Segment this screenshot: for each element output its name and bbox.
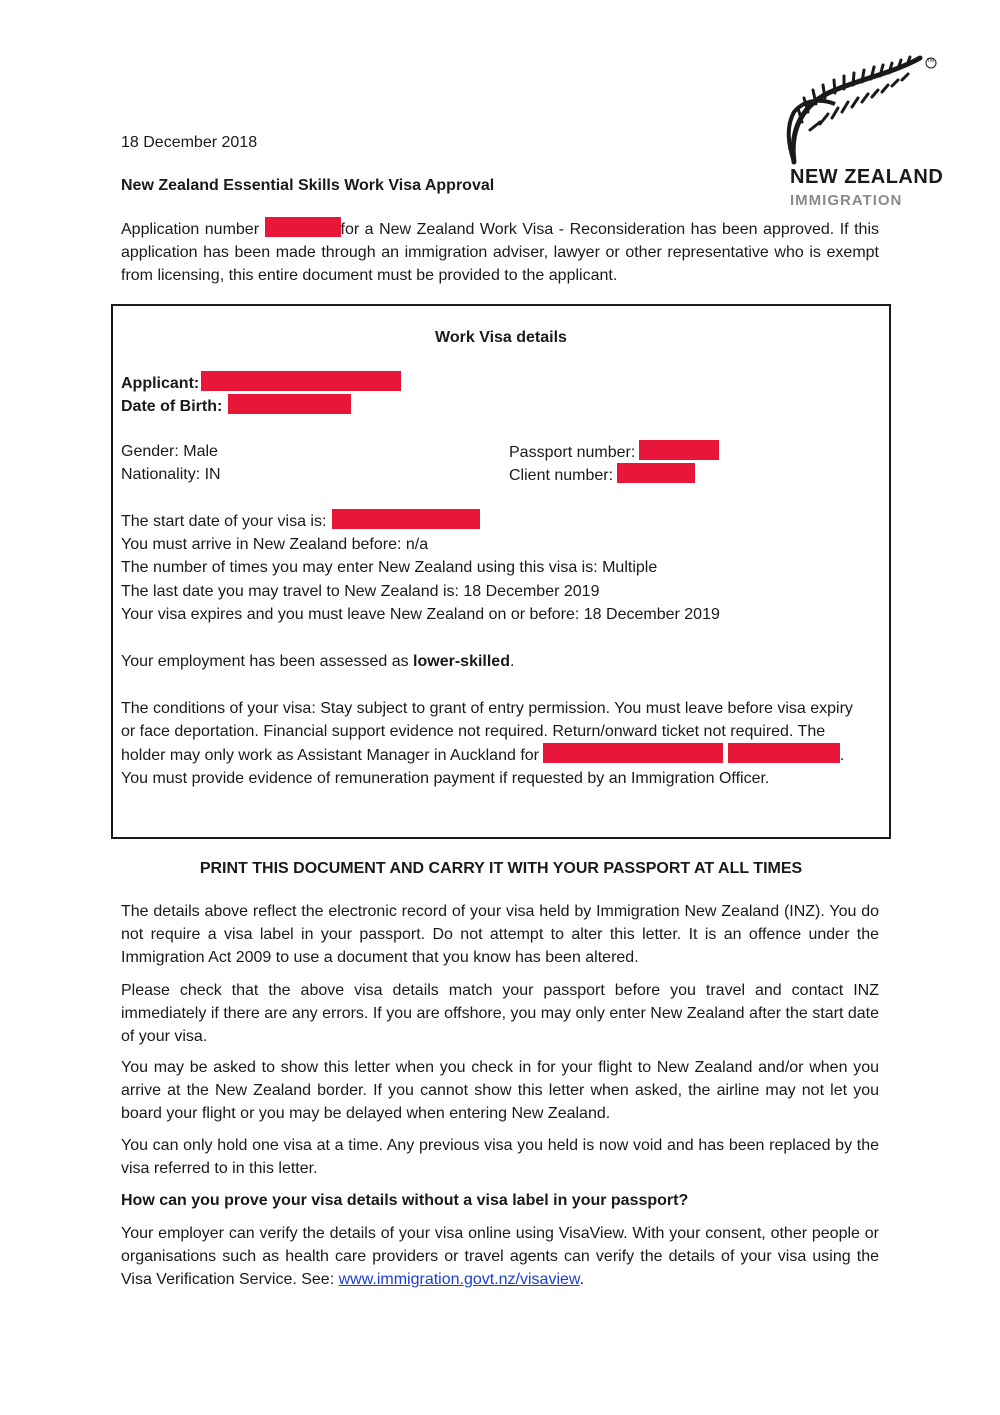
redaction-start-date [332, 509, 480, 529]
question-heading: How can you prove your visa details without a visa label in your passport? [121, 1192, 689, 1209]
start-date-label: The start date of your visa is: [121, 513, 327, 530]
nationality: Nationality: IN [121, 466, 221, 483]
employment-prefix: Your employment has been assessed as [121, 653, 409, 670]
client-label: Client number: [509, 467, 614, 484]
redaction-client [617, 463, 695, 483]
applicant-label: Applicant: [121, 375, 200, 392]
logo-immigration-text: IMMIGRATION [790, 192, 903, 209]
visa-conditions [121, 697, 867, 790]
dob-label: Date of Birth: [121, 398, 223, 415]
employment-assessment [121, 650, 514, 673]
redaction-employer [543, 743, 723, 763]
redaction-dob [228, 394, 351, 414]
paragraph-show-letter: You may be asked to show this letter when you check in for your flight to New Zealand and/or when you arrive at the New Zealand border. If you cannot show this letter when asked, the airline may not let you board your flight or you may be delayed when entering New Zealand. [121, 1059, 879, 1122]
gender: Gender: Male [121, 443, 218, 460]
client-row [509, 463, 695, 487]
redaction-passport [639, 440, 719, 460]
details-heading: Work Visa details [435, 329, 567, 346]
letter-date: 18 December 2018 [121, 134, 258, 151]
conditions-part1: The conditions of your visa: Stay subject to grant of entry permission. You must leave before visa expiry or face deportation. Financial support evidence not required. Return/onward ticket not required. The holder may only work as Assistant Manager in Auckland for [121, 700, 853, 764]
intro-paragraph [121, 217, 879, 287]
logo-new-zealand-text: NEW ZEALAND [790, 166, 944, 188]
passport-label: Passport number: [509, 444, 636, 461]
trademark-mark: TM [927, 58, 935, 64]
redaction-employer-cont [728, 743, 840, 763]
redaction-applicant [201, 371, 401, 391]
intro-suffix: for a New Zealand Work Visa - Reconsideration has been approved. If this application has been made through an immigration adviser, lawyer or other representative who is exempt from licensing, this entire document must be provided to the applicant. [121, 221, 879, 284]
redaction-application-number [265, 217, 341, 237]
letter-title: New Zealand Essential Skills Work Visa Approval [121, 177, 495, 194]
employment-level: lower-skilled [413, 653, 510, 670]
employment-end: . [509, 653, 515, 670]
applicant-row [121, 371, 401, 395]
print-notice: PRINT THIS DOCUMENT AND CARRY IT WITH YOUR PASSPORT AT ALL TIMES [199, 860, 803, 877]
conditions-part2: . You must provide evidence of remuneration payment if requested by an Immigration Officer. [121, 747, 845, 787]
dob-row [121, 394, 351, 418]
visaview-end: . [579, 1271, 585, 1288]
visaview-link[interactable]: www.immigration.govt.nz/visaview [338, 1271, 580, 1288]
visa-expiry: Your visa expires and you must leave New Zealand on or before: 18 December 2019 [121, 606, 720, 623]
paragraph-visaview [121, 1222, 879, 1291]
paragraph-check-details: Please check that the above visa details match your passport before you travel and contact INZ immediately if there are any errors. If you are offshore, you may only enter New Zealand after the start date of your visa. [121, 982, 879, 1045]
visaview-text: Your employer can verify the details of your visa online using VisaView. With your consent, other people or organisations such as health care providers or travel agents can verify the details of your visa using the Visa Verification Service. See: [121, 1225, 879, 1288]
paragraph-one-visa: You can only hold one visa at a time. Any previous visa you held is now void and has been replaced by the visa referred to in this letter. [121, 1137, 879, 1177]
passport-row [509, 440, 719, 464]
paragraph-record: The details above reflect the electronic record of your visa held by Immigration New Zealand (INZ). You do not require a visa label in your passport. Do not attempt to alter this letter. It is an offence under the Immigration Act 2009 to use a document that you know has been altered. [121, 903, 879, 966]
silver-fern-icon [780, 52, 945, 167]
start-date-row [121, 509, 480, 533]
arrive-before: You must arrive in New Zealand before: n/a [121, 536, 429, 553]
last-travel-date: The last date you may travel to New Zealand is: 18 December 2019 [121, 583, 600, 600]
entries: The number of times you may enter New Zealand using this visa is: Multiple [121, 559, 658, 576]
intro-prefix: Application number [121, 221, 260, 238]
